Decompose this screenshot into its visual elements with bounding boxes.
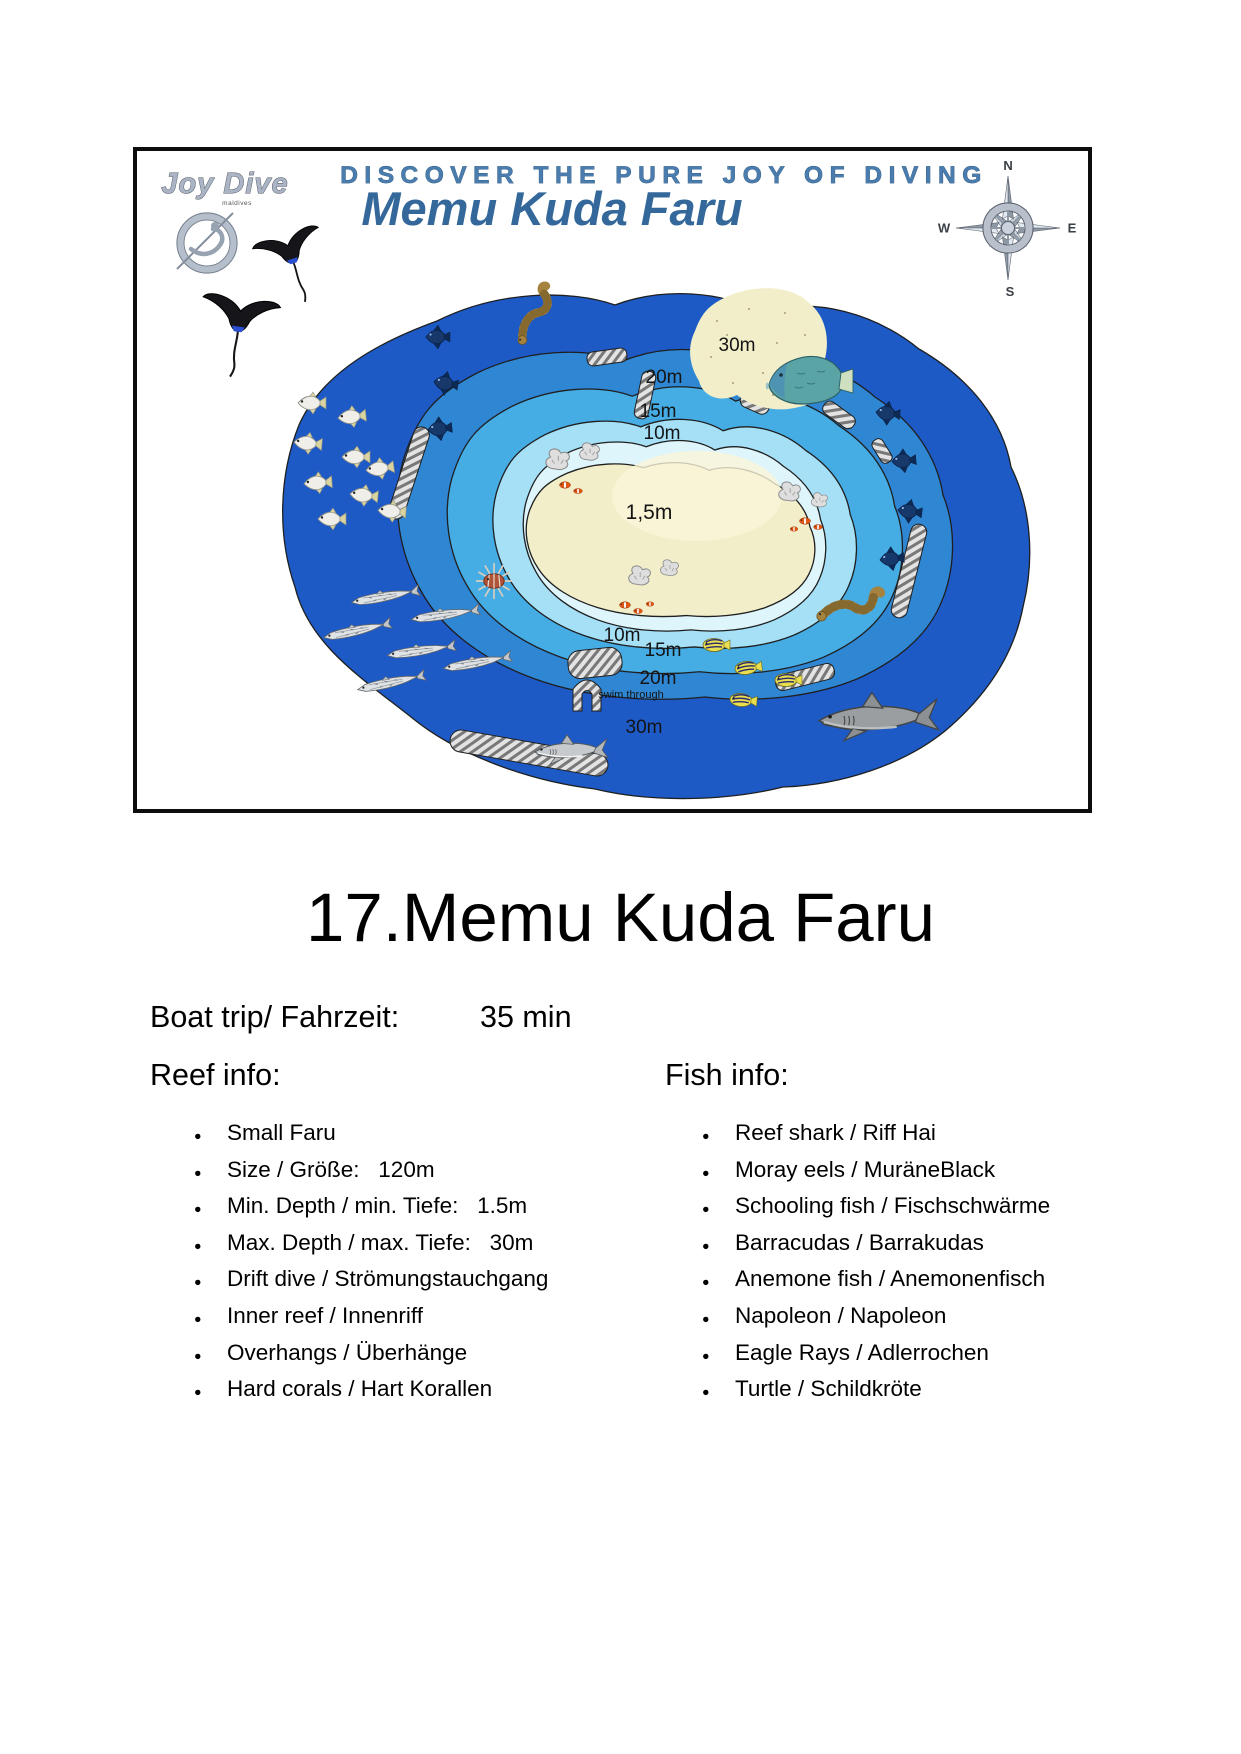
dive-map-frame <box>133 147 1092 813</box>
eagle-ray-icon <box>251 224 338 312</box>
fish-info-list <box>700 1121 1150 1414</box>
hard-coral-icon <box>779 482 801 501</box>
list-item: ● Eagle Rays / Adlerrochen <box>700 1341 1150 1365</box>
depth-label-10m-bottom: 10m <box>603 625 641 646</box>
compass-east-label: E <box>1067 220 1077 236</box>
boat-trip-row <box>150 1000 850 1035</box>
anemone-fish-icon <box>790 527 798 531</box>
list-item: ● Napoleon / Napoleon <box>700 1304 1150 1328</box>
depth-label-15m-bottom: 15m <box>644 640 682 661</box>
anemone-fish-icon <box>574 488 583 493</box>
compass-north-label: N <box>1003 158 1013 173</box>
anemone-fish-icon <box>646 602 654 606</box>
joy-dive-logo <box>161 168 288 273</box>
eagle-ray-icon <box>193 292 281 382</box>
list-item: ● Inner reef / Innenriff <box>192 1304 672 1328</box>
hard-coral-icon <box>660 560 678 576</box>
anemone-fish-icon <box>560 482 571 488</box>
hard-coral-icon <box>811 493 827 507</box>
list-item: ● Turtle / Schildkröte <box>700 1377 1150 1401</box>
list-item: ● Drift dive / Strömungstauchgang <box>192 1267 672 1291</box>
anemone-fish-icon <box>800 518 811 524</box>
page-title: 17.Memu Kuda Faru <box>306 879 935 956</box>
list-item: ● Reef shark / Riff Hai <box>700 1121 1150 1145</box>
depth-label-30m-bottom: 30m <box>625 717 663 738</box>
compass-south-label: S <box>1005 284 1015 299</box>
list-item: ● Min. Depth / min. Tiefe: 1.5m <box>192 1194 672 1218</box>
slogan-text: DISCOVER THE PURE JOY OF DIVING <box>340 162 988 189</box>
diver-emblem-icon <box>177 213 237 273</box>
depth-label-15m-top: 15m <box>639 401 677 422</box>
reef-info-heading: Reef info: <box>150 1058 281 1092</box>
hard-coral-icon <box>629 566 651 585</box>
hard-coral-icon <box>546 449 570 470</box>
depth-label-30m-top: 30m <box>718 335 756 356</box>
list-item: ● Max. Depth / max. Tiefe: 30m <box>192 1231 672 1255</box>
swim-through-label: swim through <box>598 689 664 701</box>
lagoon-sun-glow <box>612 451 782 541</box>
depth-label-20m-top: 20m <box>645 367 683 388</box>
dive-site-map <box>137 151 1088 809</box>
reef-info-list <box>192 1121 672 1414</box>
list-item: ● Barracudas / Barrakudas <box>700 1231 1150 1255</box>
anemone-fish-icon <box>634 608 643 613</box>
joy-dive-logo-subtext: maldives <box>222 200 252 207</box>
list-item: ● Moray eels / MuräneBlack <box>700 1158 1150 1182</box>
compass-west-label: W <box>937 220 951 236</box>
list-item: ● Hard corals / Hart Korallen <box>192 1377 672 1401</box>
boat-trip-value: 35 min <box>480 1000 572 1034</box>
depth-label-10m-top: 10m <box>643 423 681 444</box>
list-item: ● Overhangs / Überhänge <box>192 1341 672 1365</box>
list-item: ● Small Faru <box>192 1121 672 1145</box>
list-item: ● Size / Größe: 120m <box>192 1158 672 1182</box>
list-item: ● Anemone fish / Anemonenfisch <box>700 1267 1150 1291</box>
anemone-fish-icon <box>814 524 823 529</box>
site-name-title: Memu Kuda Faru <box>361 182 743 235</box>
depth-label-20m-bottom: 20m <box>639 668 677 689</box>
joy-dive-logo-text: Joy Dive <box>161 168 289 200</box>
depth-label-lagoon: 1,5m <box>625 501 673 524</box>
fish-info-heading: Fish info: <box>665 1058 789 1092</box>
boat-trip-label: Boat trip/ Fahrzeit: <box>150 1000 400 1034</box>
list-item: ● Schooling fish / Fischschwärme <box>700 1194 1150 1218</box>
anemone-fish-icon <box>620 602 631 608</box>
hard-coral-icon <box>580 443 600 460</box>
